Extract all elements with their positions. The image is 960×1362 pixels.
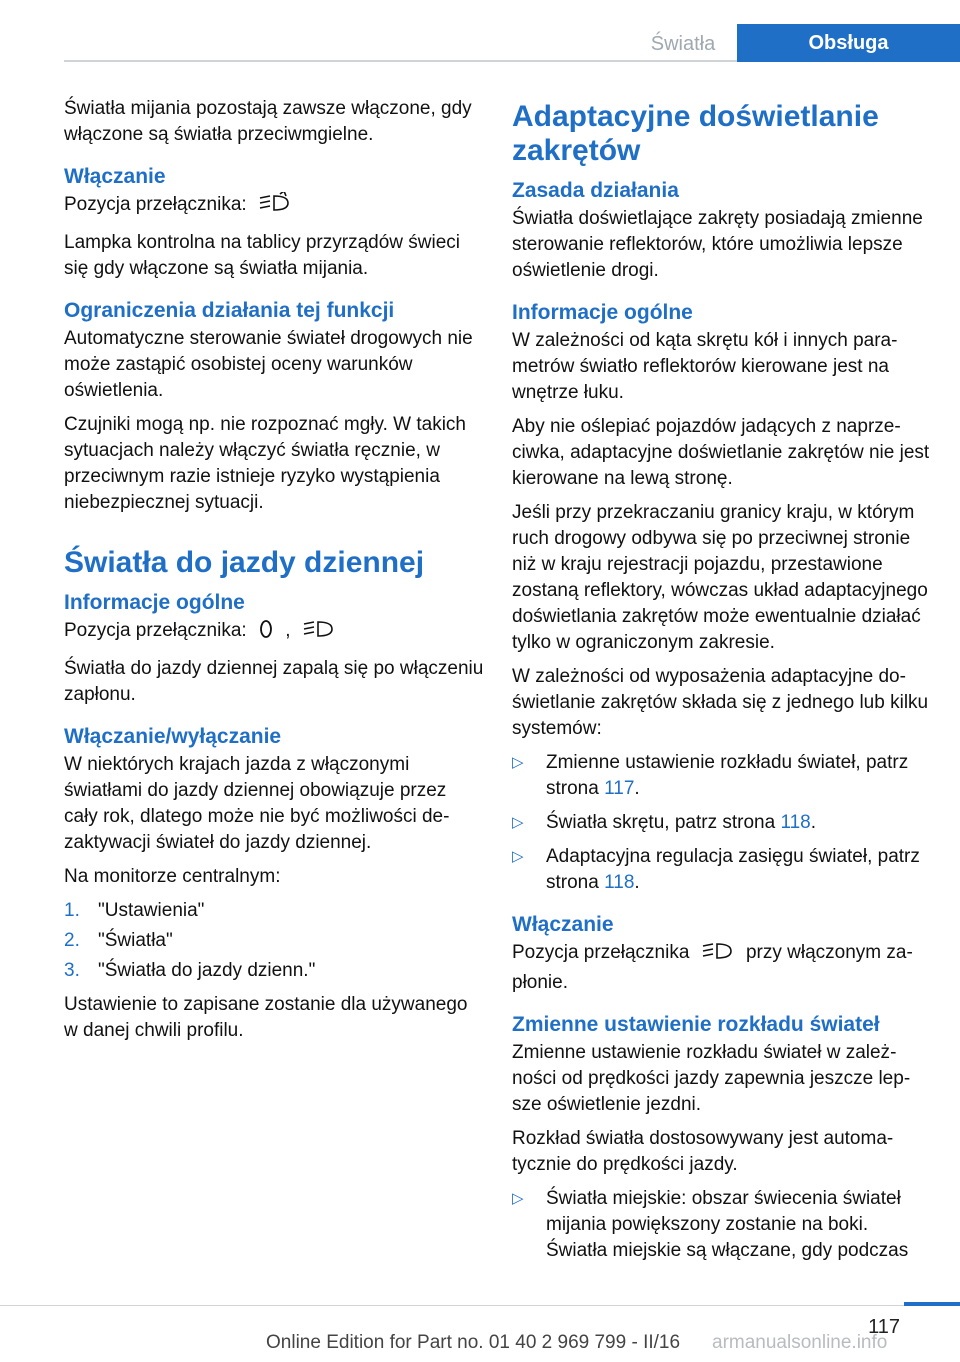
zero-position-icon: [258, 618, 274, 648]
watermark: armanualsonline.info: [712, 1332, 888, 1353]
auto-headlight-icon-3: [701, 940, 735, 970]
limits-text-2: Czujniki mogą np. nie rozpoznać mgły. W takich sytuacjach należy włączyć światła ręcznie, w przeciwnym razie istnieje ryzyko wystąpienia niebezpiecznej sytuacji.: [64, 414, 466, 513]
drl-text: Światła do jazdy dziennej zapalą się po włączeniu zapłonu.: [64, 658, 484, 705]
header-section: Światła: [650, 33, 716, 55]
list-item: ▷ Światła skrętu, patrz strona 118.: [512, 810, 930, 836]
heading-on-right: Włączanie: [512, 913, 614, 936]
comma-separator: ,: [285, 620, 291, 641]
header-chapter-tab: Obsługa: [737, 24, 960, 62]
profile-text: Ustawienie to zapisane zostanie dla używanego w danej chwili profilu.: [64, 994, 468, 1041]
footer-accent: [904, 1302, 960, 1306]
switch-position-label-2: Pozycja przełącznika:: [64, 620, 247, 641]
list-item: ▷ Adaptacyjna regulacja zasięgu świateł, patrz strona 118.: [512, 846, 920, 893]
page-link[interactable]: 118: [604, 872, 635, 893]
right-column: [512, 96, 930, 1272]
variable-text-1: Zmienne ustawienie rozkładu świateł w zależności od prędkości jazdy zapewnia jeszcze lepsze oświetlenie jezdni.: [512, 1042, 911, 1115]
general-text-2: Aby nie oślepiać pojazdów jadących z naprzeciwka, adaptacyjne doświetlanie zakrętów nie jest kierowane na lewą stronę.: [512, 416, 930, 489]
list-item: ▷ Zmienne ustawienie rozkładu świateł, patrz strona 117.: [512, 752, 909, 799]
heading-on-off: Włączanie/wyłączanie: [64, 725, 282, 748]
general-text-3: Jeśli przy przekraczaniu granicy kraju, w którym ruch drogowy odbywa się po przeciwnej stronie niż w kraju rejestracji pojazdu, przestawione zostaną reflektory, wówczas układ adaptacyjnego doświetlania zakrętów może ewentualnie działać tylko w ograniczonym zakresie.: [512, 502, 928, 653]
heading-variable-distribution: Zmienne ustawienie rozkładu świateł: [512, 1013, 880, 1036]
bullet-triangle-icon: ▷: [512, 848, 524, 865]
list-item: 1. "Ustawienia": [64, 900, 205, 921]
heading-adaptive-lighting: Adaptacyjne doświetlanie zakrętów: [512, 100, 879, 167]
variable-text-2: Rozkład światła dostosowywany jest automatycznie do prędkości jazdy.: [512, 1128, 894, 1175]
bullet-triangle-icon: ▷: [512, 814, 524, 831]
bullet-triangle-icon: ▷: [512, 1190, 524, 1207]
edition-text: Online Edition for Part no. 01 40 2 969 799 - II/16: [266, 1332, 681, 1353]
list-item: ▷ Światła miejskie: obszar świecenia świateł mijania powiększony zostanie na boki. Światła miejskie są włączane, gdy podczas: [512, 1188, 909, 1261]
page-link[interactable]: 118: [780, 812, 811, 833]
on-text-right: Pozycja przełącznika przy włączonym zapłonie.: [512, 942, 913, 993]
systems-list: [512, 750, 930, 896]
indicator-text: Lampka kontrolna na tablicy przyrządów świeci się gdy włączone są światła mijania.: [64, 232, 461, 279]
list-item: 3. "Światła do jazdy dzienn.": [64, 960, 316, 981]
principle-text: Światła doświetlające zakręty posiadają zmienne sterowanie reflektorów, które umożliwia lepsze oświetlenie drogi.: [512, 208, 923, 281]
heading-limits: Ograniczenia działania tej funkcji: [64, 299, 395, 322]
city-list: [512, 1186, 930, 1264]
heading-general-left: Informacje ogólne: [64, 591, 245, 614]
general-text-4: W zależności od wyposażenia adaptacyjne doświetlanie zakrętów składa się z jednego lub kilku systemów:: [512, 666, 929, 739]
left-column: [64, 96, 484, 1052]
auto-headlight-icon-2: [302, 618, 336, 648]
list-item: 2. "Światła": [64, 930, 173, 951]
on-off-text: W niektórych krajach jazda z włączonymi światłami do jazdy dziennej obowiązuje przez cały rok, dlatego może nie być możliwości dezaktywacji świateł do jazdy dziennej.: [64, 754, 450, 853]
intro-text: Światła mijania pozostają zawsze włączone, gdy włączone są światła przeciwmgielne.: [64, 98, 472, 145]
switch-position-label: Pozycja przełącznika:: [64, 194, 247, 215]
monitor-text: Na monitorze centralnym:: [64, 866, 281, 887]
heading-daytime-lights: Światła do jazdy dziennej: [64, 546, 425, 579]
heading-general-right: Informacje ogólne: [512, 301, 693, 324]
general-text-1: W zależności od kąta skrętu kół i innych parametrów światło reflektorów kierowane jest na wnętrze łuku.: [512, 330, 898, 403]
limits-text-1: Automatyczne sterowanie świateł drogowych nie może zastąpić osobistej oceny warunków oświetlenia.: [64, 328, 473, 401]
footer-rule: [0, 1305, 960, 1306]
heading-principle: Zasada działania: [512, 179, 679, 202]
switch-position-line-2: [64, 618, 484, 648]
steps-list: [64, 898, 484, 984]
auto-headlight-icon: [258, 192, 292, 222]
page-number: 117: [868, 1316, 900, 1338]
bullet-triangle-icon: ▷: [512, 754, 524, 771]
page-link[interactable]: 117: [604, 778, 635, 799]
switch-position-line: [64, 192, 484, 222]
heading-on: Włączanie: [64, 165, 166, 188]
